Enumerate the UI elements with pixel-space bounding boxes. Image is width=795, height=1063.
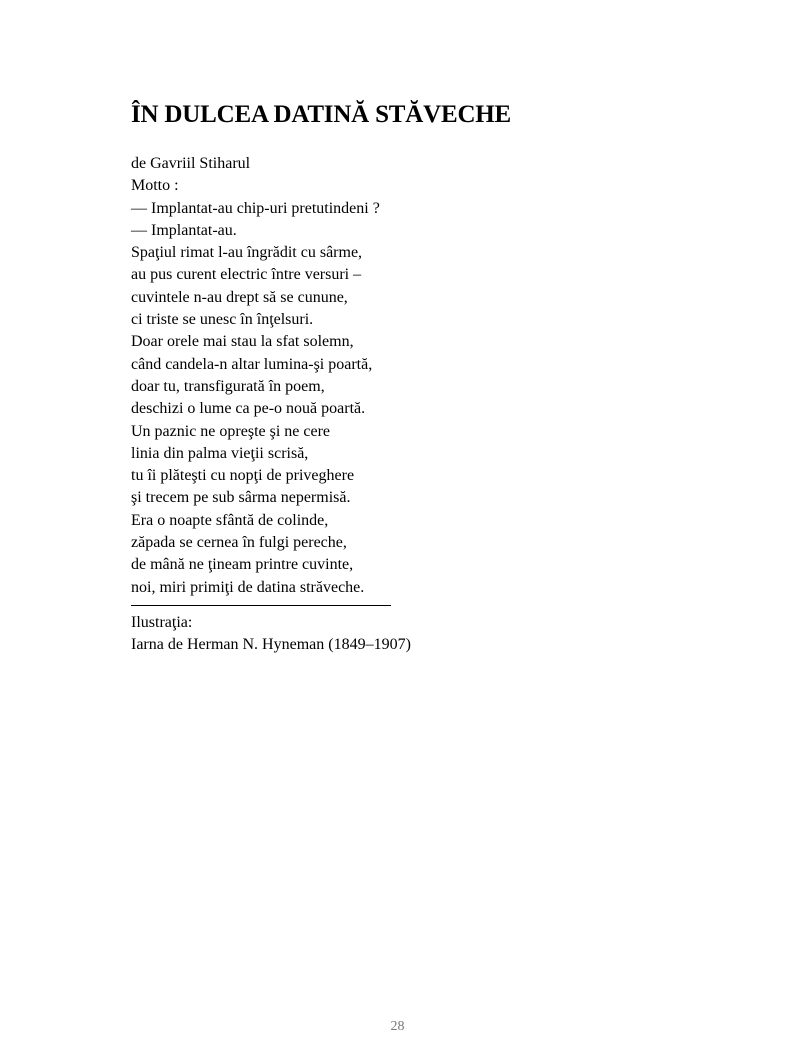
poem-line: linia din palma vieţii scrisă, <box>131 444 309 462</box>
poem-line: ci triste se unesc în înţelsuri. <box>131 311 314 329</box>
poem-line: au pus curent electric între versuri – <box>131 266 362 284</box>
page-number: 28 <box>390 1019 405 1034</box>
poem-line: de mână ne ţineam printre cuvinte, <box>131 556 354 574</box>
poem-line: zăpada se cernea în fulgi pereche, <box>131 534 347 552</box>
poem-line: tu îi plăteşti cu nopţi de priveghere <box>131 467 355 485</box>
poem-line: Spaţiul rimat l-au îngrădit cu sârme, <box>131 244 363 262</box>
motto-line: — Implantat-au. <box>131 221 237 239</box>
poem-line: cuvintele n-au drept să se cunune, <box>131 288 348 306</box>
author-line: de Gavriil Stiharul <box>131 155 251 172</box>
poem-title: ÎN DULCEA DATINĂ STĂVECHE <box>131 101 512 128</box>
poem-body <box>131 153 691 657</box>
poem-line: Un paznic ne opreşte şi ne cere <box>131 422 331 440</box>
illustration-label: Ilustraţia: <box>131 613 193 631</box>
poem-line: Era o noapte sfântă de colinde, <box>131 511 329 529</box>
poem-line: deschizi o lume ca pe-o nouă poartă. <box>131 400 366 418</box>
poem-line: când candela-n altar lumina-şi poartă, <box>131 355 373 373</box>
poem-line: noi, miri primiţi de datina străveche. <box>131 578 365 596</box>
motto-label: Motto : <box>131 177 179 195</box>
illustration-credit: Iarna de Herman N. Hyneman (1849–1907) <box>131 636 411 654</box>
motto-line: — Implantat-au chip-uri pretutindeni ? <box>131 199 380 217</box>
poem-line: Doar orele mai stau la sfat solemn, <box>131 333 354 351</box>
poem-line: doar tu, transfigurată în poem, <box>131 377 325 395</box>
poem-line: şi trecem pe sub sârma nepermisă. <box>131 489 351 507</box>
footnote-divider <box>131 605 391 606</box>
